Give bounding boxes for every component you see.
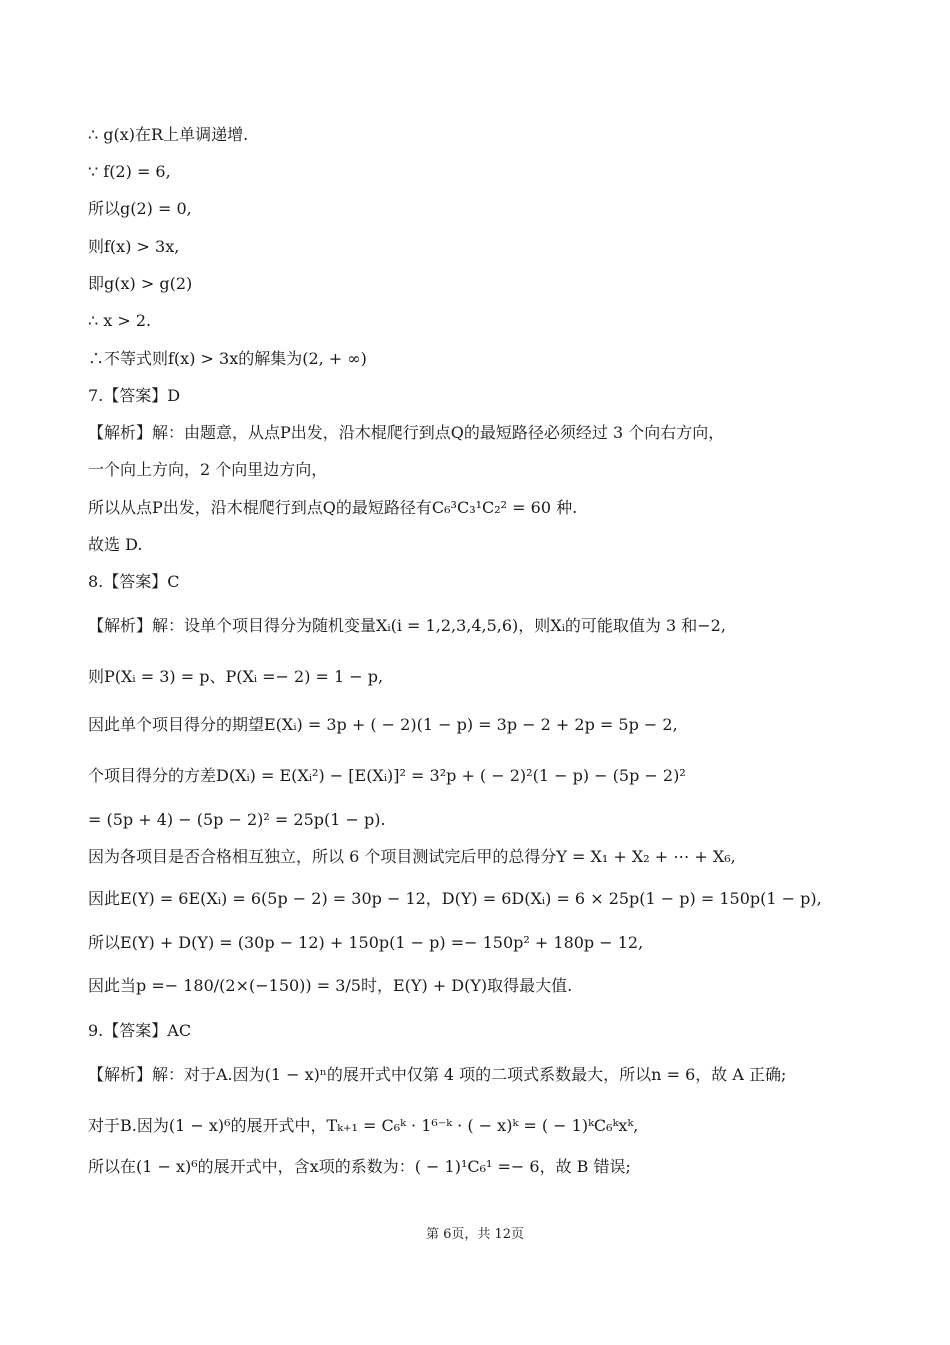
text-line: 因此E(Y) = 6E(Xᵢ) = 6(5p − 2) = 30p − 12，D(Y) = 6D(Xᵢ) = 6 × 25p(1 − p) = 150p(1 − p), [88,889,822,908]
text-line: 一个向上方向，2 个向里边方向， [88,460,328,479]
text-line: 【解析】解：设单个项目得分为随机变量Xᵢ(i = 1,2,3,4,5,6)，则Xᵢ的可能取值为 3 和−2, [88,616,726,635]
text-line: ∴ g(x)在R上单调递增. [88,125,249,144]
text-line: 所以在(1 − x)⁶的展开式中，含x项的系数为：( − 1)¹C₆¹ =− 6，故 B 错误; [88,1157,631,1176]
text-line: 个项目得分的方差D(Xᵢ) = E(Xᵢ²) − [E(Xᵢ)]² = 3²p + ( − 2)²(1 − p) − (5p − 2)² [88,766,686,785]
text-line: 【解析】解：由题意，从点P出发，沿木棍爬行到点Q的最短路径必须经过 3 个向右方向， [88,423,725,442]
answer-heading-9: 9.【答案】AC [88,1021,192,1040]
text-line: 故选 D. [88,535,143,554]
text-line: ∵ f(2) = 6, [88,162,171,181]
answer-heading-8: 8.【答案】C [88,572,180,591]
text-line: 因此当p =− 180/(2×(−150)) = 3/5时，E(Y) + D(Y)取得最大值. [88,976,573,995]
text-line: 所以从点P出发，沿木棍爬行到点Q的最短路径有C₆³C₃¹C₂² = 60 种. [88,498,578,517]
answer-heading-7: 7.【答案】D [88,386,181,405]
text-line: 因此单个项目得分的期望E(Xᵢ) = 3p + ( − 2)(1 − p) = 3p − 2 + 2p = 5p − 2, [88,715,678,734]
text-line: 所以g(2) = 0, [88,199,192,218]
text-line: 则P(Xᵢ = 3) = p、P(Xᵢ =− 2) = 1 − p, [88,667,384,686]
text-line: ∴ x > 2. [88,311,152,330]
text-line: 所以E(Y) + D(Y) = (30p − 12) + 150p(1 − p) =− 150p² + 180p − 12, [88,933,644,952]
page-footer: 第 6页，共 12页 [425,1227,525,1242]
text-line: 因为各项目是否合格相互独立，所以 6 个项目测试完后甲的总得分Y = X₁ + X₂ + ⋯ + X₆, [88,847,736,866]
text-line: = (5p + 4) − (5p − 2)² = 25p(1 − p). [88,810,386,829]
text-line: 即g(x) > g(2) [88,274,193,293]
text-line: ∴不等式则f(x) > 3x的解集为(2, + ∞) [88,349,367,368]
text-line: 【解析】解：对于A.因为(1 − x)ⁿ的展开式中仅第 4 项的二项式系数最大，所以n = 6，故 A 正确; [88,1065,787,1084]
text-line: 对于B.因为(1 − x)⁶的展开式中，Tₖ₊₁ = C₆ᵏ · 1⁶⁻ᵏ · ( − x)ᵏ = ( − 1)ᵏC₆ᵏxᵏ, [88,1116,639,1135]
text-line: 则f(x) > 3x, [88,237,180,256]
